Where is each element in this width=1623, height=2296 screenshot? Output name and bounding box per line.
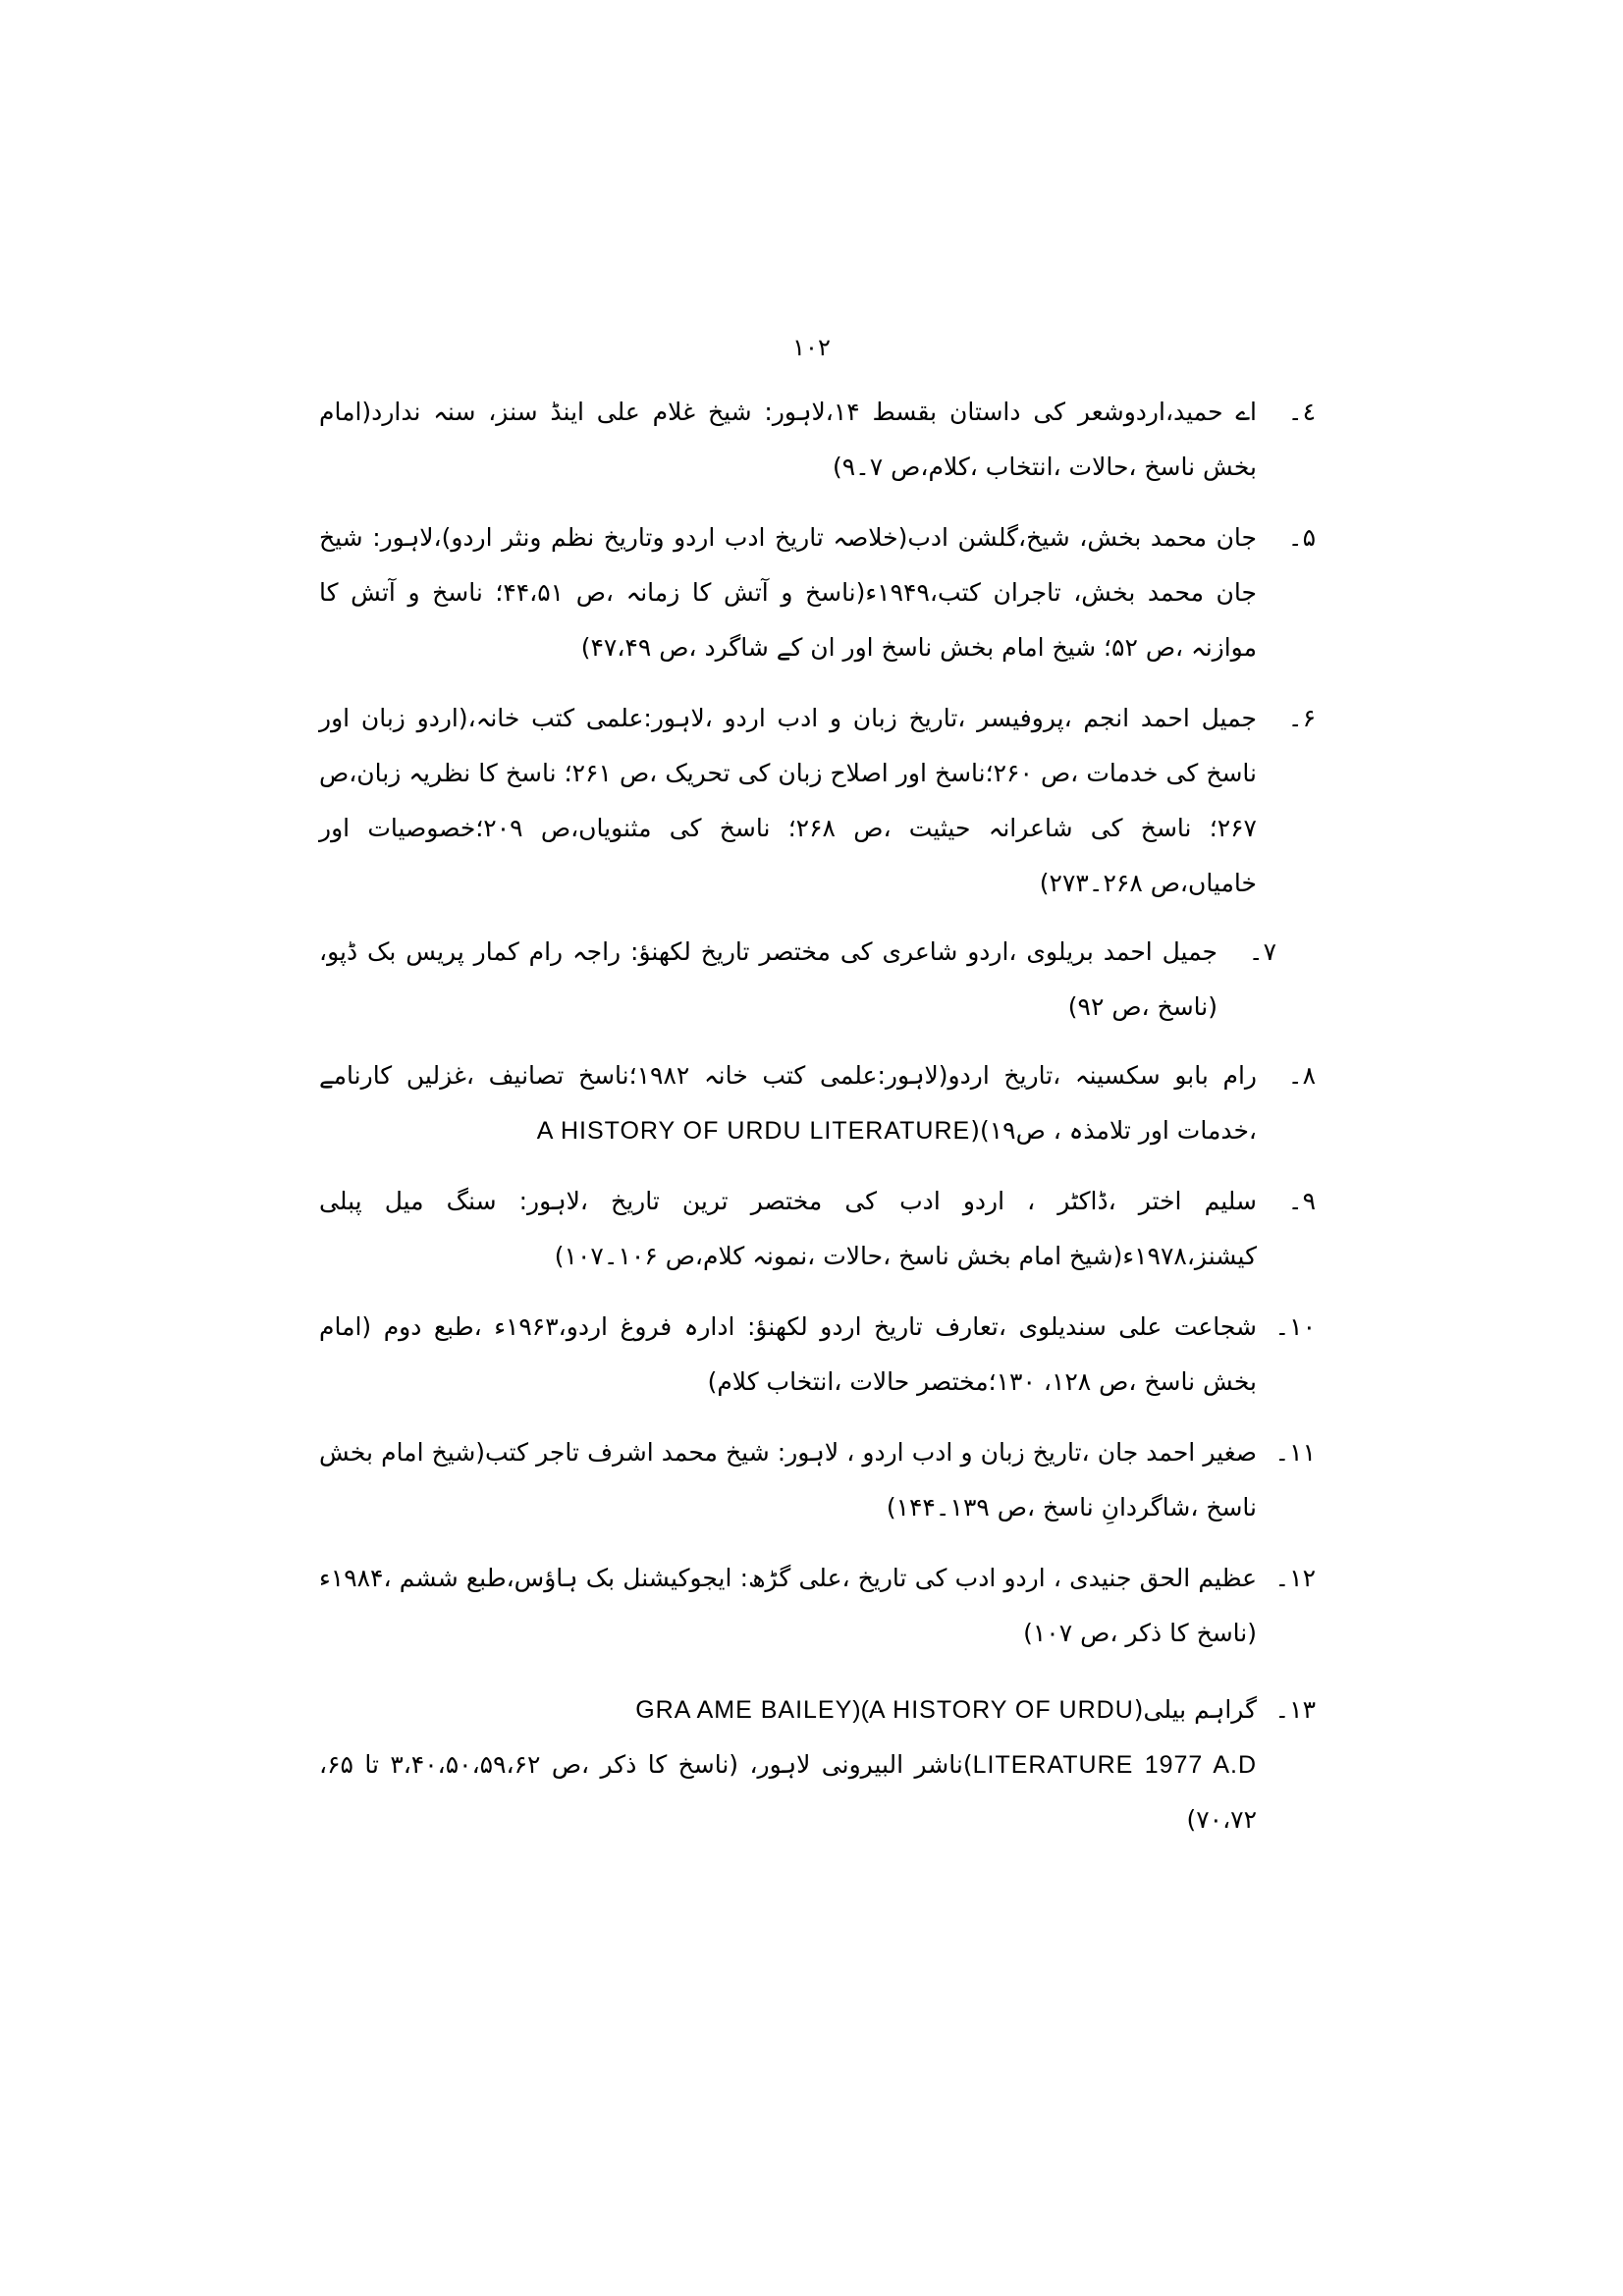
reference-publisher-urdu: )ناشر البیرونی لاہور، (ناسخ کا ذکر ،ص ۳،۴۰،۵۰،۵۹،۶۲ تا ۶۵، ۷۰،۷۲) bbox=[319, 1750, 1257, 1834]
reference-item bbox=[319, 1551, 1316, 1661]
reference-item bbox=[319, 925, 1316, 1035]
reference-item bbox=[319, 1300, 1316, 1410]
reference-author-urdu: گراہم بیلی( bbox=[1133, 1695, 1257, 1724]
reference-item bbox=[319, 510, 1316, 675]
reference-item bbox=[319, 691, 1316, 911]
reference-text: اے حمید،اردوشعر کی داستان بقسط ۱۴،لاہور: شیخ غلام علی اینڈ سنز، سنہ ندارد(امام بخش ناسخ ،حالات ،انتخاب ،کلام،ص ۷۔۹) bbox=[319, 398, 1258, 481]
reference-item bbox=[319, 1682, 1316, 1847]
reference-number: ۶۔ bbox=[1287, 704, 1316, 732]
reference-text: سلیم اختر ،ڈاکٹر ، اردو ادب کی مختصر ترین تاریخ ،لاہور: سنگ میل پبلی کیشنز،۱۹۷۸ء(شیخ امام بخش ناسخ ،حالات ،نمونہ کلام،ص ۱۰۶۔۱۰۷) bbox=[319, 1187, 1257, 1270]
reference-text: صغیر احمد جان ،تاریخ زبان و ادب اردو ، لاہور: شیخ محمد اشرف تاجر کتب(شیخ امام بخش ناسخ ،شاگردانِ ناسخ ،ص ۱۳۹۔۱۴۴) bbox=[319, 1438, 1257, 1522]
reference-number: ۹۔ bbox=[1287, 1187, 1316, 1215]
reference-number: ۵۔ bbox=[1287, 523, 1316, 552]
reference-item bbox=[319, 1048, 1316, 1158]
page-number: ١٠٢ bbox=[792, 334, 831, 361]
reference-number: ۱۱۔ bbox=[1274, 1438, 1316, 1467]
reference-text: جمیل احمد بریلوی ،اردو شاعری کی مختصر تاریخ لکھنؤ: راجہ رام کمار پریس بک ڈپو،(ناسخ ،ص ۹۲) bbox=[319, 937, 1217, 1021]
reference-title-english: A HISTORY OF URDU LITERATURE bbox=[536, 1117, 971, 1145]
reference-title-english-cont: LITERATURE 1977 A.D bbox=[972, 1751, 1258, 1779]
reference-text: جمیل احمد انجم ،پروفیسر ،تاریخ زبان و ادب اردو ،لاہور:علمی کتب خانہ،(اردو زبان اور ناسخ کی خدمات ،ص ۲۶۰؛ناسخ اور اصلاح زبان کی تحریک ،ص ۲۶۱؛ ناسخ کا نظریہ زبان،ص ۲۶۷؛ ناسخ کی شاعرانہ حیثیت ،ص ۲۶۸؛ ناسخ کی مثنویاں،ص ۲۰۹؛خصوصیات اور خامیاں،ص ۲۶۸۔۲۷۳) bbox=[319, 704, 1257, 897]
reference-item bbox=[319, 1174, 1316, 1284]
reference-number: ۸۔ bbox=[1287, 1061, 1316, 1090]
reference-text bbox=[319, 1682, 1257, 1847]
reference-text: جان محمد بخش، شیخ،گلشن ادب(خلاصہ تاریخ ادب اردو وتاریخ نظم ونثر اردو)،لاہور: شیخ جان محمد بخش، تاجران کتب،۱۹۴۹ء(ناسخ و آتش کا زمانہ ،ص ۴۴،۵۱؛ ناسخ و آتش کا موازنہ ،ص ۵۲؛ شیخ امام بخش ناسخ اور ان کے شاگرد ،ص ۴۷،۴۹) bbox=[319, 523, 1257, 662]
reference-list bbox=[319, 385, 1316, 1847]
reference-number: ۱۳۔ bbox=[1274, 1695, 1316, 1724]
reference-title-english: GRA AME BAILEY)(A HISTORY OF URDU bbox=[635, 1696, 1134, 1724]
reference-number: ٤۔ bbox=[1287, 398, 1316, 426]
reference-text bbox=[319, 1048, 1257, 1158]
reference-text-urdu: رام بابو سکسینہ ،تاریخ اردو(لاہور:علمی کتب خانہ ۱۹۸۲؛ناسخ تصانیف ،غزلیں کارنامے ،خدمات اور تلامذہ ، ص۱۹)( bbox=[319, 1061, 1257, 1145]
reference-text: شجاعت علی سندیلوی ،تعارف تاریخ اردو لکھنؤ: ادارہ فروغ اردو،۱۹۶۳ء ،طبع دوم (امام بخش ناسخ ،ص ۱۲۸، ۱۳۰؛مختصر حالات ،انتخاب کلام) bbox=[319, 1312, 1257, 1396]
reference-number: ۱۰۔ bbox=[1274, 1312, 1316, 1341]
reference-number: ۷۔ bbox=[1248, 937, 1276, 966]
reference-text: عظیم الحق جنیدی ، اردو ادب کی تاریخ ،علی گڑھ: ایجوکیشنل بک ہاؤس،طبع ششم ،۱۹۸۴ء (ناسخ کا ذکر ،ص ۱۰۷) bbox=[319, 1564, 1257, 1647]
reference-number: ۱۲۔ bbox=[1274, 1564, 1316, 1592]
reference-item bbox=[319, 385, 1316, 495]
reference-item bbox=[319, 1425, 1316, 1535]
